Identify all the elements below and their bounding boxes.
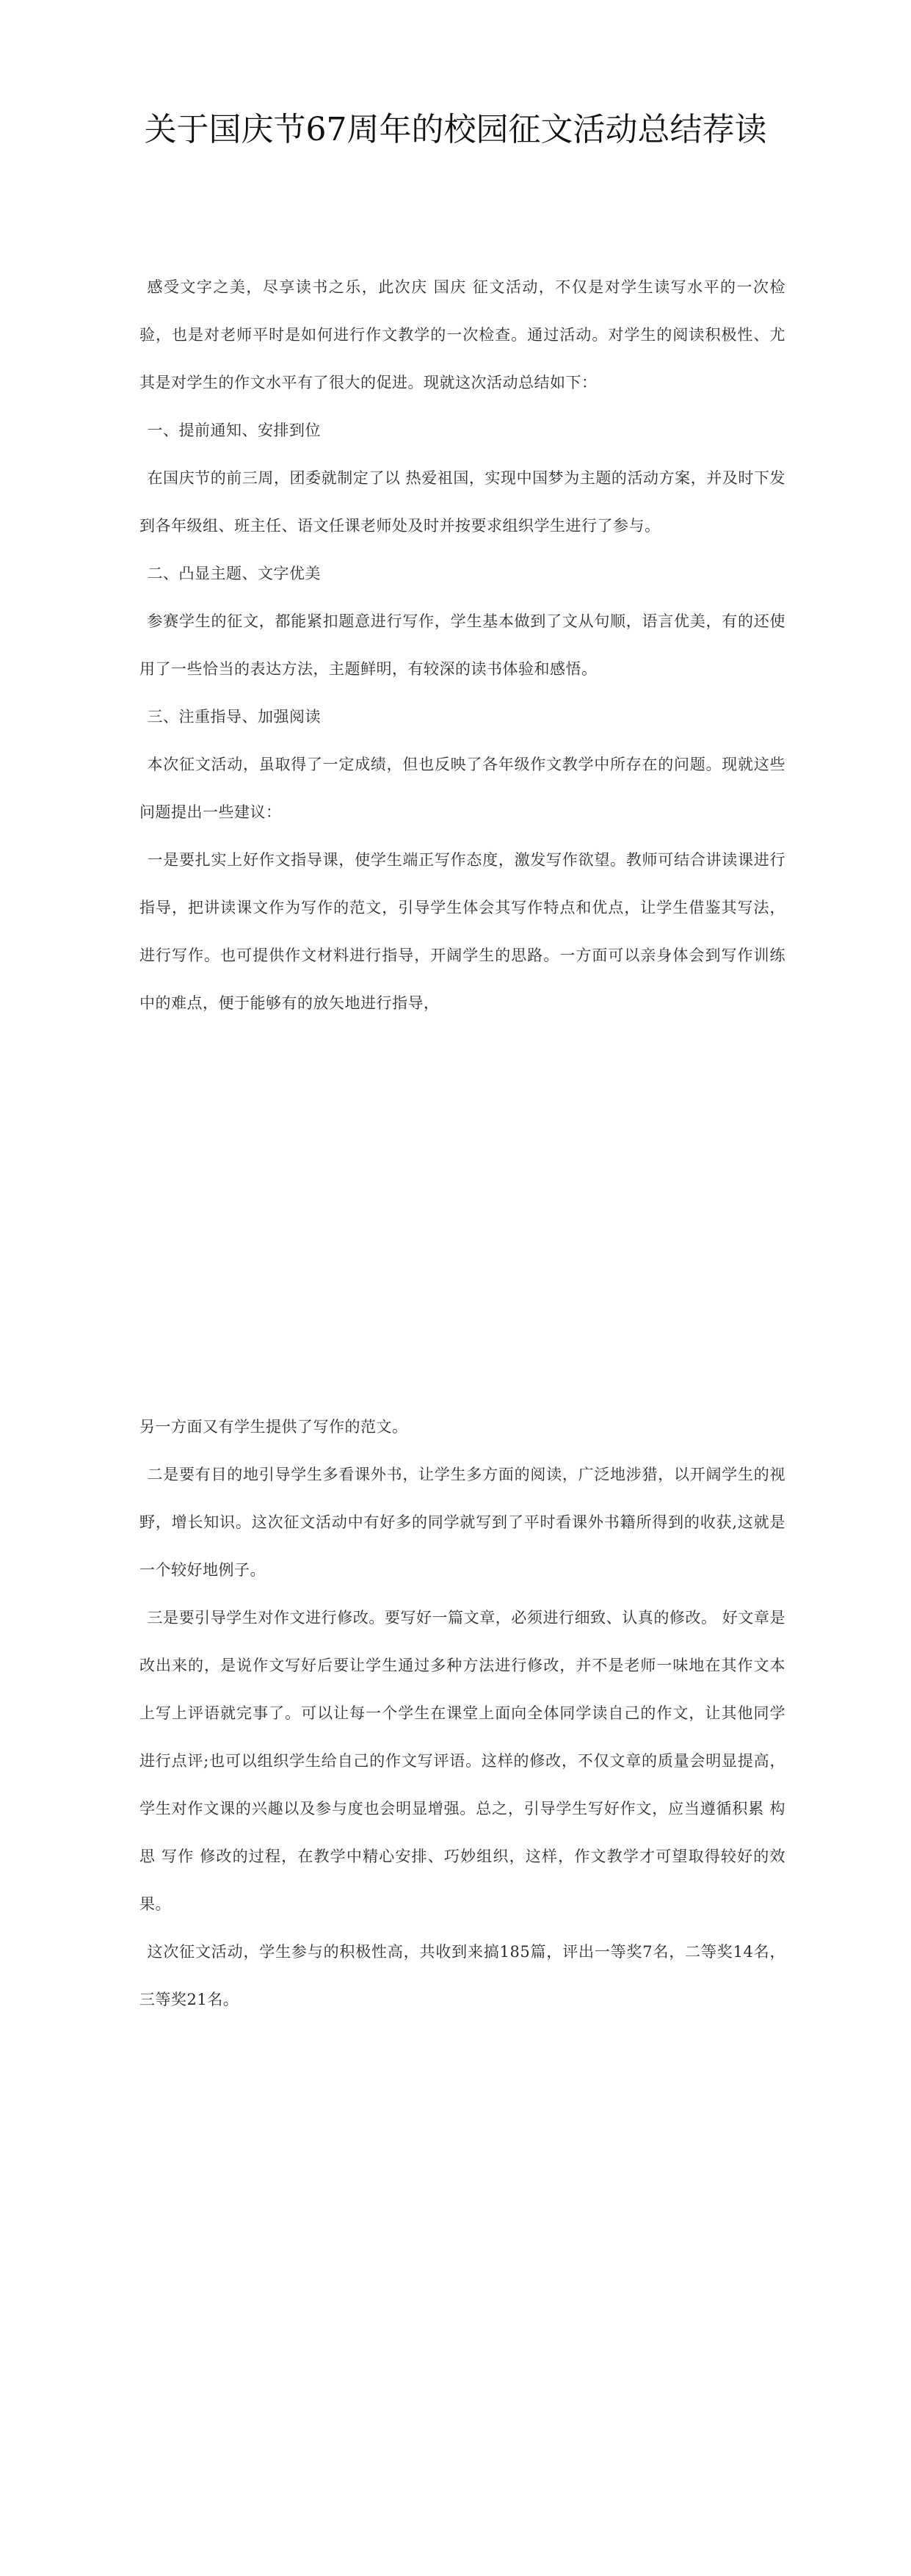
page-1-body [139, 264, 785, 1027]
section-heading-2: 二、凸显主题、文字优美 [147, 565, 321, 582]
page-2-body [139, 1403, 785, 2024]
intro-paragraph: 感受文字之美，尽享读书之乐，此次庆 国庆 征文活动，不仅是对学生读写水平的一次检验，也是对老师平时是如何进行作文教学的一次检查。通过活动。对学生的阅读积极性、尤其是对学生的作文水平有了很大的促进。现就这次活动总结如下： [139, 278, 785, 391]
closing-paragraph: 这次征文活动，学生参与的积极性高，共收到来搞185篇，评出一等奖7名，二等奖14名，三等奖21名。 [139, 1943, 785, 2008]
section-2-paragraph: 参赛学生的征文，都能紧扣题意进行写作，学生基本做到了文从句顺，语言优美，有的还使用了一些恰当的表达方法，主题鲜明，有较深的读书体验和感悟。 [139, 612, 785, 678]
suggestion-2-paragraph: 二是要有目的地引导学生多看课外书，让学生多方面的阅读，广泛地涉猎，以开阔学生的视野，增长知识。这次征文活动中有好多的同学就写到了平时看课外书籍所得到的收获,这就是一个较好地例子。 [139, 1466, 785, 1579]
suggestion-1-continued: 另一方面又有学生提供了写作的范文。 [139, 1418, 408, 1436]
section-heading-3: 三、注重指导、加强阅读 [147, 708, 321, 726]
document-title: 关于国庆节67周年的校园征文活动总结荐读 [144, 111, 767, 148]
section-heading-1: 一、提前通知、安排到位 [147, 422, 321, 439]
suggestion-1-paragraph: 一是要扎实上好作文指导课，使学生端正写作态度，激发写作欲望。教师可结合讲读课进行指导，把讲读课文作为写作的范文，引导学生体会其写作特点和优点，让学生借鉴其写法，进行写作。也可提供作文材料进行指导，开阔学生的思路。一方面可以亲身体会到写作训练中的难点，便于能够有的放矢地进行指导， [139, 851, 785, 1012]
section-1-paragraph: 在国庆节的前三周，团委就制定了以 热爱祖国，实现中国梦为主题的活动方案，并及时下发到各年级组、班主任、语文任课老师处及时并按要求组织学生进行了参与。 [139, 469, 785, 535]
section-3-paragraph: 本次征文活动，虽取得了一定成绩，但也反映了各年级作文教学中所存在的问题。现就这些问题提出一些建议： [139, 756, 785, 821]
suggestion-3-paragraph: 三是要引导学生对作文进行修改。要写好一篇文章，必须进行细致、认真的修改。 好文章是改出来的，是说作文写好后要让学生通过多种方法进行修改，并不是老师一味地在其作文本上写上评语就完事了。可以让每一个学生在课堂上面向全体同学读自己的作文，让其他同学进行点评;也可以组织学生给自己的作文写评语。这样的修改，不仅文章的质量会明显提高，学生对作文课的兴趣以及参与度也会明显增强。总之，引导学生写好作文，应当遵循积累 构思 写作 修改的过程，在教学中精心安排、巧妙组织，这样，作文教学才可望取得较好的效果。 [139, 1609, 785, 1913]
